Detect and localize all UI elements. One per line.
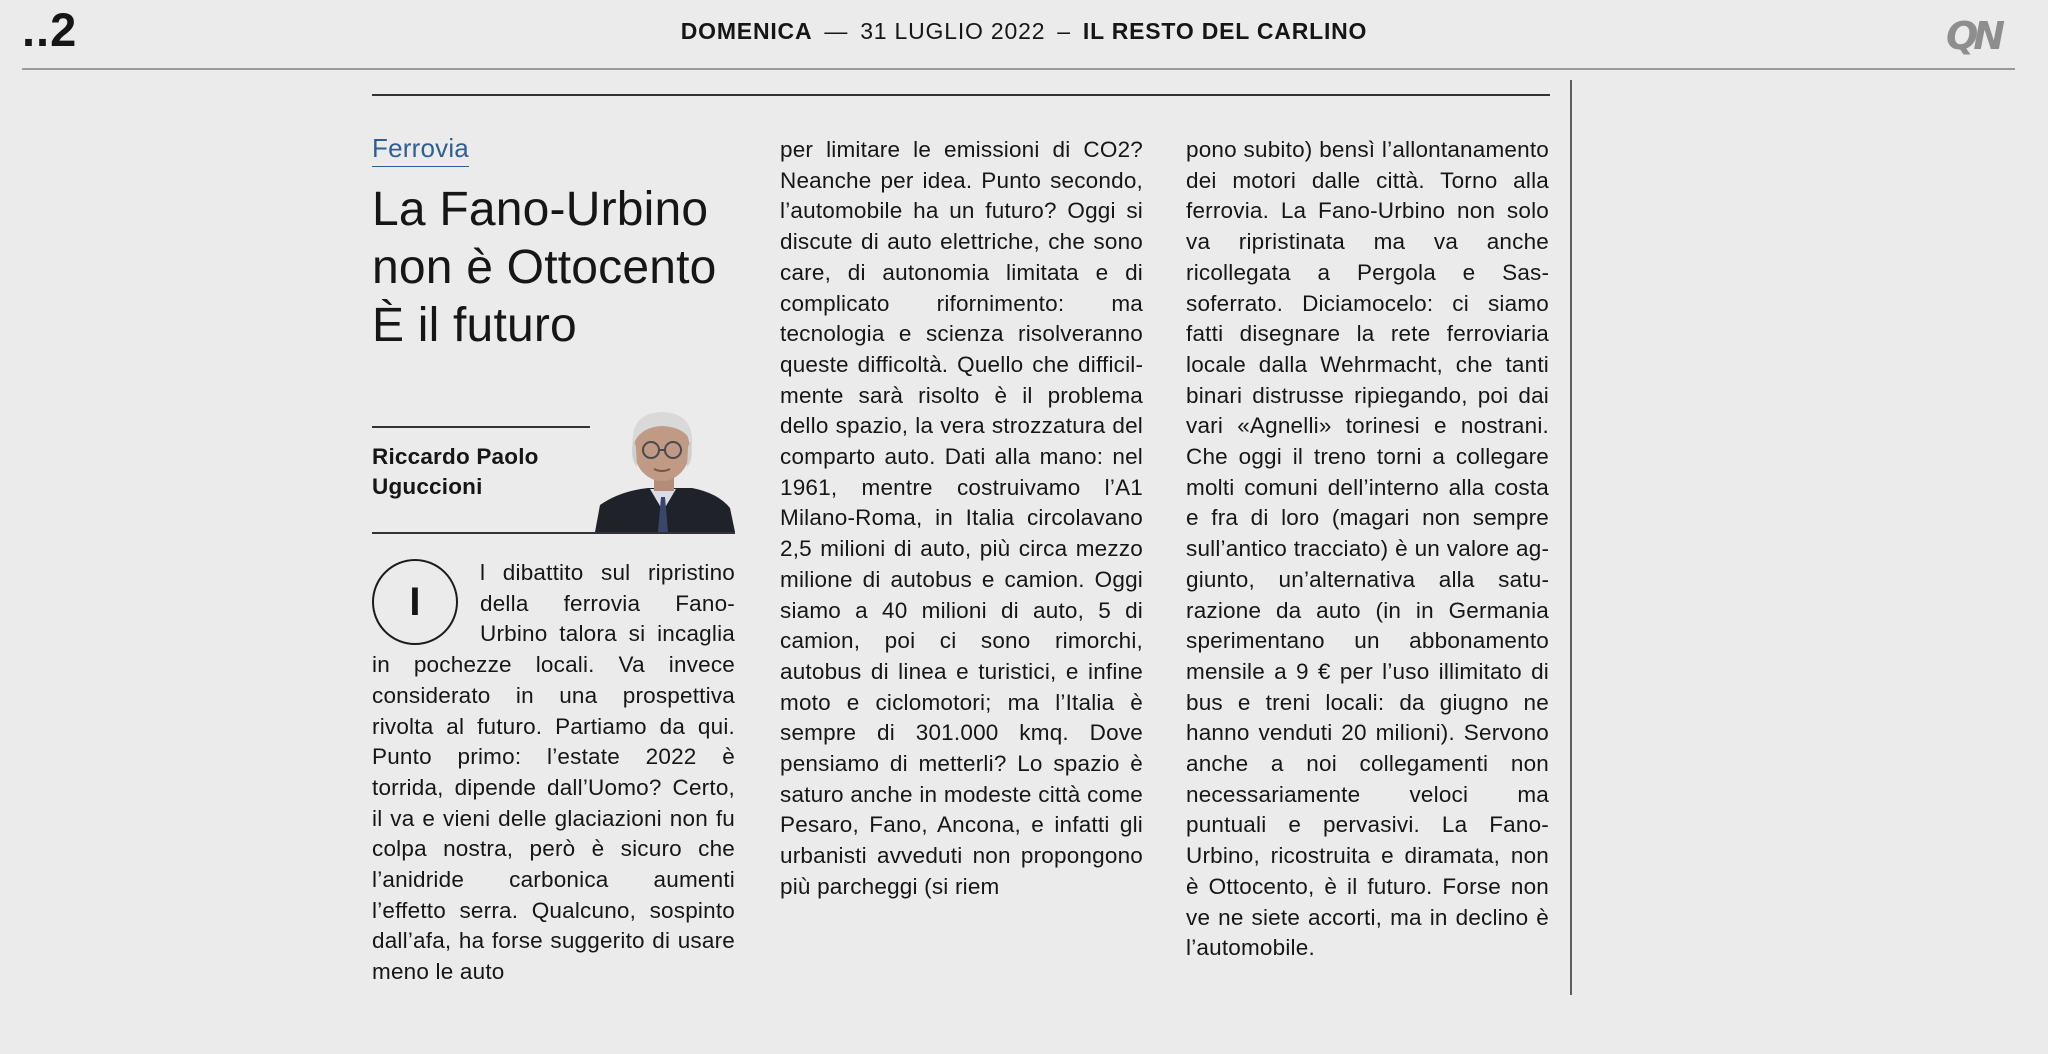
header-separator-2: – [1057,18,1071,44]
headline-line: È il futuro [372,299,577,352]
headline-line: La Fano-Urbino [372,183,709,236]
article-text: l dibattito sul ripristino della ferrovia Fano-Urbino talora si incaglia in pochezze locali. Va invece considerato in una prospettiva rivolta al futuro. Partiamo da qui. Punto primo: l’estate 2022 è torrida, dipende dall’Uomo? Certo, il va e vieni delle glaciazioni non fu colpa nostra, però è sicuro che l’anidride carbonica aumenti l’effetto serra. Qualcuno, sospinto dall’afa, ha forse suggerito di usare meno le auto [372,560,735,985]
headline-line: non è Ottocento [372,241,717,294]
article-text: per limitare le emissioni di CO2? Neanche per idea. Punto secondo, l’automobile ha un futuro? Oggi si discute di auto elettriche, che sono care, di autonomia limitata e di complicato rifornimento: ma tecnologia e scienza risolveranno queste difficoltà. Quello che difficilmente sarà risolto è il problema dello spazio, la vera strozzatura del comparto auto. Dati alla mano: nel 1961, mentre costruivamo l’A1 Milano-Roma, in Italia circolavano 2,5 milioni di auto, più circa mezzo milione di autobus e camion. Oggi siamo a 40 milioni di auto, 5 di camion, poi ci sono rimorchi, autobus di linea e turistici, e infine moto e ciclomotori; ma l’Italia è sempre di 301.000 kmq. Dove pensiamo di metterli? Lo spazio è saturo anche in modeste città come Pesaro, Fano, Ancona, e infatti gli urbanisti avveduti non propongono più parcheggi (si riem [780,137,1143,899]
edition-header [0,16,2048,46]
byline [372,426,735,534]
newspaper-name: IL RESTO DEL CARLINO [1082,18,1368,44]
header-date: 31 LUGLIO 2022 [860,18,1046,44]
article-lead [372,558,735,988]
header-separator: — [824,18,849,44]
article-headline [372,181,735,355]
author-name-line: Uguccioni [372,474,483,499]
article-column-2 [780,135,1143,903]
article-kicker: Ferrovia [372,131,469,167]
qn-logo-text: QN [1945,16,2001,56]
dropcap-initial: I [372,559,458,645]
qn-logo-icon [1930,16,2016,56]
article-text: pono subito) bensì l’allontanamento dei motori dalle città. Torno alla ferrovia. La Fano-Urbino non solo va ripristinata ma va anche ricollegata a Pergola e Sassoferrato. Diciamocelo: ci siamo fatti disegnare la rete ferroviaria locale dalla Wehrmacht, che tanti binari distrusse ripiegando, poi dai vari «Agnelli» torinesi e nostrani. Che oggi il treno torni a collegare molti comuni dell’interno alla costa e fra di loro (magari non sempre sull’antico tracciato) è un valore aggiunto, un’alternativa alla saturazione da auto (in in Germania sperimentano un abbonamento mensile a 9 € per l’uso illimitato di bus e treni locali: da giugno ne hanno venduti 20 milioni). Servono anche a noi collegamenti non necessariamente veloci ma puntuali e pervasivi. La Fano-Urbino, ricostruita e diramata, non è Ottocento, è il futuro. Forse non ve ne siete accorti, ma in declino è l’automobile. [1186,137,1549,961]
article-column-3 [1186,135,1549,964]
header-day: DOMENICA [680,18,813,44]
author-name [372,442,539,502]
author-photo [590,405,735,532]
column-divider [1570,80,1572,995]
header-rule [22,68,2015,70]
article-column-1 [372,131,735,988]
author-name-line: Riccardo Paolo [372,444,539,469]
page-number: ..2 [22,3,78,56]
article-top-rule [372,94,1550,96]
